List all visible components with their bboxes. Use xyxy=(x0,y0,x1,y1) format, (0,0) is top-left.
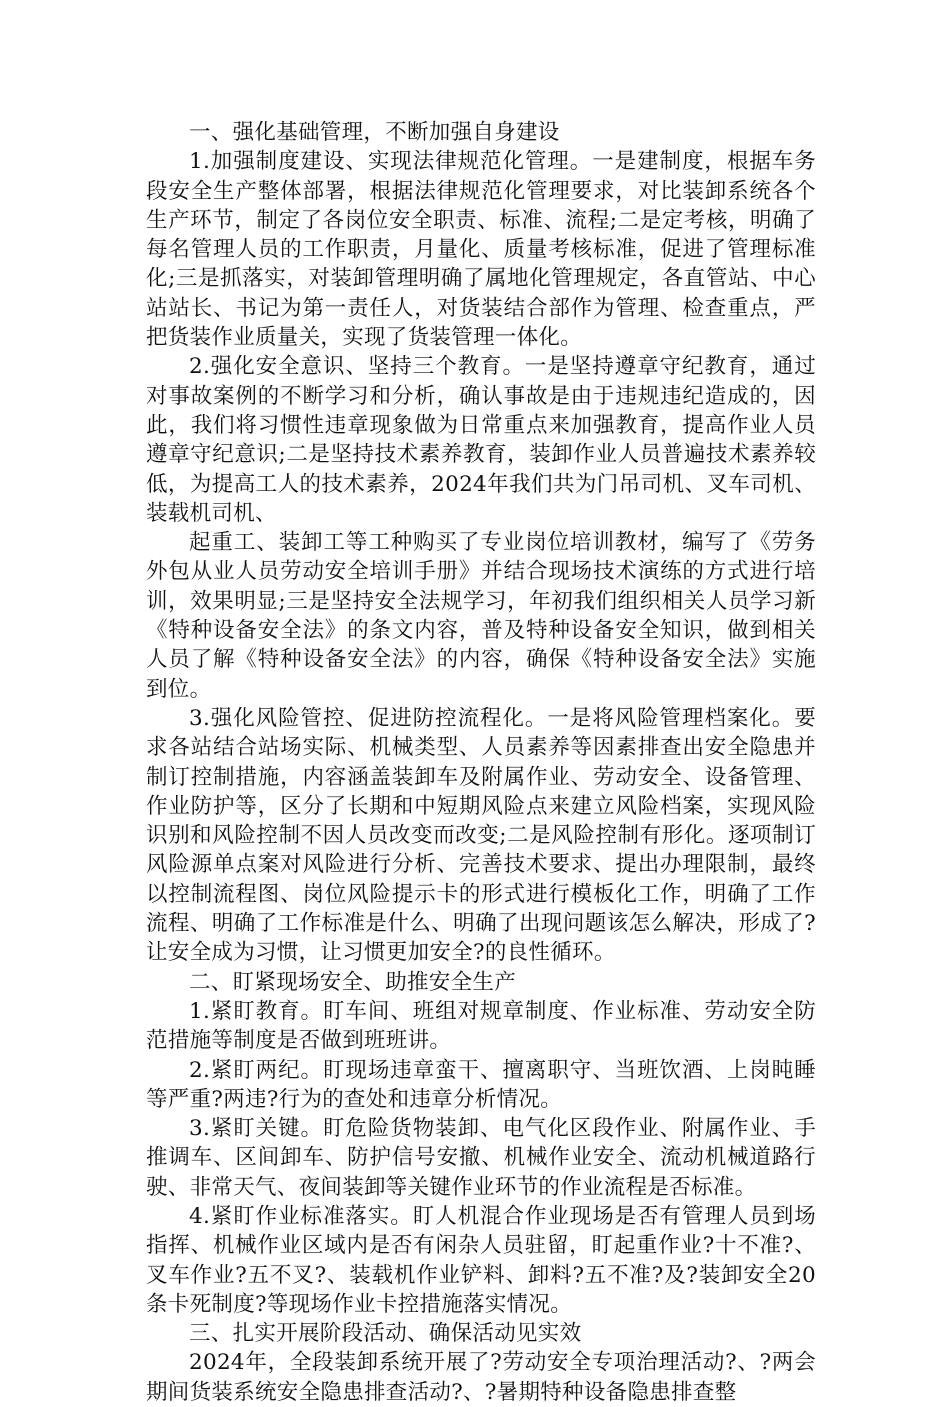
paragraph-2-1: 1.紧盯教育。盯车间、班组对规章制度、作业标准、劳动安全防范措施等制度是否做到班班讲。 xyxy=(146,998,816,1054)
paragraph-3-1: 2024年，全段装卸系统开展了?劳动安全专项治理活动?、?两会期间货装系统安全隐患排查活动?、?暑期特种设备隐患排查整 xyxy=(146,1350,816,1405)
paragraph-2-4: 4.紧盯作业标准落实。盯人机混合作业现场是否有管理人员到场指挥、机械作业区域内是否有闲杂人员驻留，盯起重作业?十不准?、叉车作业?五不叉?、装载机作业铲料、卸料?五不准?及?装卸安全20条卡死制度?等现场作业卡控措施落实情况。 xyxy=(146,1203,816,1317)
document-body xyxy=(146,118,816,1407)
section-heading-1: 一、强化基础管理，不断加强自身建设 xyxy=(189,120,560,145)
paragraph-2-2: 2.紧盯两纪。盯现场违章蛮干、擅离职守、当班饮酒、上岗盹睡等严重?两违?行为的查处和违章分析情况。 xyxy=(146,1057,816,1112)
section-heading-3: 三、扎实开展阶段活动、确保活动见实效 xyxy=(189,1321,582,1347)
paragraph-1-3: 3.强化风险管控、促进防控流程化。一是将风险管理档案化。要求各站结合站场实际、机械类型、人员素养等因素排查出安全隐患并制订控制措施，内容涵盖装卸车及附属作业、劳动安全、设备管理、作业防护等，区分了长期和中短期风险点来建立风险档案，实现风险识别和风险控制不因人员改变而改变;二是风险控制有形化。逐项制订风险源单点案对风险进行分析、完善技术要求、提出办理限制，最终以控制流程图、岗位风险提示卡的形式进行模板化工作，明确了工作流程、明确了工作标准是什么、明确了出现问题该怎么解决，形成了?让安全成为习惯，让习惯更加安全?的良性循环。 xyxy=(146,705,816,966)
paragraph-2-3: 3.紧盯关键。盯危险货物装卸、电气化区段作业、附属作业、手推调车、区间卸车、防护信号安撤、机械作业安全、流动机械道路行驶、非常天气、夜间装卸等关键作业环节的作业流程是否标准。 xyxy=(146,1116,816,1200)
paragraph-1-1: 1.加强制度建设、实现法律规范化管理。一是建制度，根据车务段安全生产整体部署，根据法律规范化管理要求，对比装卸系统各个生产环节，制定了各岗位安全职责、标准、流程;二是定考核，明确了每名管理人员的工作职责，月量化、质量考核标准，促进了管理标准化;三是抓落实，对装卸管理明确了属地化管理规定，各直管站、中心站站长、书记为第一责任人，对货装结合部作为管理、检查重点，严把货装作业质量关，实现了货装管理一体化。 xyxy=(146,149,816,351)
paragraph-1-2-continued: 起重工、装卸工等工种购买了专业岗位培训教材，编写了《劳务外包从业人员劳动安全培训手册》并结合现场技术演练的方式进行培训，效果明显;三是坚持安全法规学习，年初我们组织相关人员学习新《特种设备安全法》的条文内容，普及特种设备安全知识，做到相关人员了解《特种设备安全法》的内容，确保《特种设备安全法》实施到位。 xyxy=(146,530,816,702)
section-heading-2: 二、盯紧现场安全、助推安全生产 xyxy=(189,969,517,995)
paragraph-1-2: 2.强化安全意识、坚持三个教育。一是坚持遵章守纪教育，通过对事故案例的不断学习和分析，确认事故是由于违规违纪造成的，因此，我们将习惯性违章现象做为日常重点来加强教育，提高作业人员遵章守纪意识;二是坚持技术素养教育，装卸作业人员普遍技术素养较低，为提高工人的技术素养，2024年我们共为门吊司机、叉车司机、装载机司机、 xyxy=(146,354,816,526)
